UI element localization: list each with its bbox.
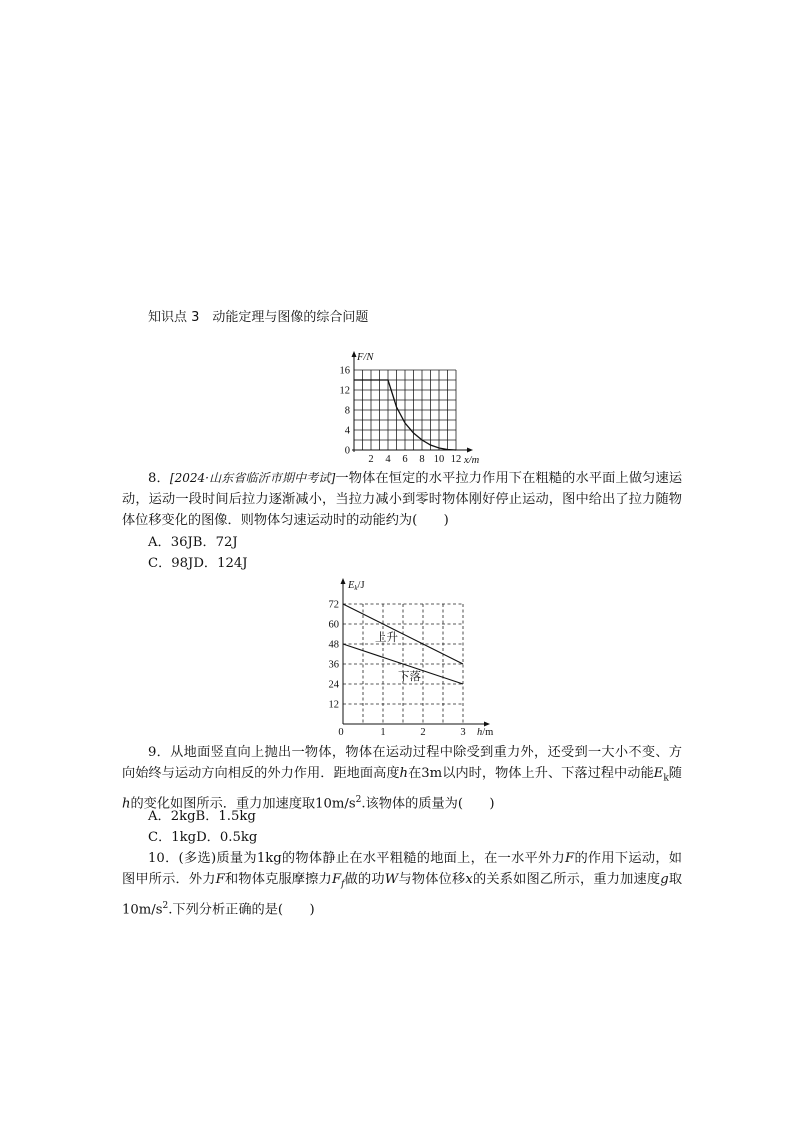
question-10-text-h: .下列分析正确的是( ) — [168, 902, 315, 918]
sub-k: k — [663, 773, 669, 784]
chart1-y-tick-4: 4 — [344, 425, 350, 437]
question-10-text-b: 的作用下运动，如图甲所示．外力 — [122, 851, 682, 887]
chart1-y-tick-16: 16 — [339, 365, 350, 377]
var-g: g — [660, 872, 669, 887]
chart1-grid — [354, 370, 456, 450]
chart1-x-arrow — [467, 448, 473, 453]
chart1-y-tick-12: 12 — [339, 385, 350, 397]
question-9-text-c: 随 — [668, 766, 682, 781]
chart2-y-arrow — [341, 578, 346, 584]
chart1-y-arrow — [352, 351, 357, 357]
question-8-source: [2024·山东省临沂市期中考试] — [169, 471, 336, 485]
var-h-2: h — [122, 796, 131, 812]
chart1-x-tick-6: 6 — [402, 454, 408, 465]
section-title: 动能定理与图像的综合问题 — [212, 310, 369, 325]
section-label: 知识点 3 — [148, 310, 200, 325]
question-9-options-row-1: A．2kgB．1.5kg — [148, 809, 256, 824]
chart2-x-tick-3: 3 — [460, 727, 466, 738]
chart2-x-tick-1: 1 — [380, 727, 386, 738]
question-10-text-f: 的关系如图乙所示，重力加速度 — [472, 872, 661, 887]
question-9-text-a: 9．从地面竖直向上抛出一物体，物体在运动过程中除受到重力外，还受到一大小不变、方向始终与运动方向相反的外力作用．距地面高度 — [122, 745, 682, 781]
chart2-y-tick-72: 72 — [328, 599, 339, 611]
force-displacement-chart — [330, 348, 490, 466]
chart1-y-tick-8: 8 — [344, 405, 350, 417]
chart2-y-tick-60: 60 — [328, 619, 339, 631]
chart1-y-label: F/N — [357, 352, 374, 363]
sup-2: 2 — [355, 794, 362, 805]
chart2-y-label: Ek/J — [348, 580, 365, 592]
chart2-x-tick-0: 0 — [338, 727, 344, 738]
question-10-text-g: 取10m/s — [122, 872, 683, 918]
var-ek: E — [653, 766, 664, 781]
question-8-options-row-2: C．98JD．124J — [148, 556, 248, 571]
chart2-legend-fall: 下落 — [398, 669, 421, 683]
chart2-x-arrow — [484, 722, 490, 727]
chart2-y-tick-36: 36 — [328, 659, 339, 671]
sup-2b: 2 — [162, 900, 169, 911]
question-10-text-c: 和物体克服摩擦力 — [224, 872, 332, 887]
var-f: F — [565, 851, 575, 866]
question-9-options-row-2: C．1kgD．0.5kg — [148, 830, 258, 845]
chart1-y-tick-0: 0 — [344, 445, 350, 457]
chart1-x-label: x/m — [464, 455, 480, 466]
var-h: h — [399, 766, 409, 781]
chart1-x-tick-4: 4 — [385, 454, 391, 465]
question-8 — [122, 468, 682, 531]
question-9-text-b: 在3m以内时，物体上升、下落过程中动能 — [408, 766, 654, 781]
chart1-x-tick-10: 10 — [433, 454, 445, 465]
var-x: x — [465, 872, 473, 887]
question-9-text-d: 的变化如图所示．重力加速度取10m/s — [130, 796, 356, 812]
question-9-text-e: .该物体的质量为( ) — [361, 796, 495, 812]
chart2-x-label: h/m — [477, 727, 494, 738]
question-8-text: 一物体在恒定的水平拉力作用下在粗糙的水平面上做匀速运动，运动一段时间后拉力逐渐减小，当拉力减小到零时物体刚好停止运动，图中给出了拉力随物体位移变化的图像．则物体匀速运动时的动能约为( ) — [122, 471, 683, 528]
sub-f: f — [341, 879, 345, 890]
chart2-y-tick-12: 12 — [328, 699, 339, 711]
chart1-x-tick-2: 2 — [368, 454, 374, 465]
chart2-y-tick-24: 24 — [328, 679, 339, 691]
question-8-options-row-1: A．36JB．72J — [148, 535, 238, 550]
question-10-text-d: 做的功 — [344, 872, 385, 887]
var-w: W — [384, 872, 399, 887]
chart2-legend-rise: 上升 — [375, 630, 398, 644]
chart1-x-tick-12: 12 — [450, 454, 462, 465]
kinetic-energy-height-chart — [318, 574, 503, 738]
question-8-number: 8． — [148, 471, 170, 486]
chart2-x-tick-2: 2 — [420, 727, 426, 738]
var-f-3: F — [331, 872, 342, 887]
chart2-y-tick-48: 48 — [328, 639, 339, 651]
question-10 — [122, 848, 682, 920]
question-9 — [122, 742, 682, 814]
var-f-2: F — [215, 872, 225, 887]
question-10-text-e: 与物体位移 — [398, 872, 466, 887]
chart1-x-tick-8: 8 — [419, 454, 425, 465]
question-10-text-a: 10．(多选)质量为1kg的物体静止在水平粗糙的地面上，在一水平外力 — [148, 851, 565, 866]
section-heading — [148, 306, 368, 325]
